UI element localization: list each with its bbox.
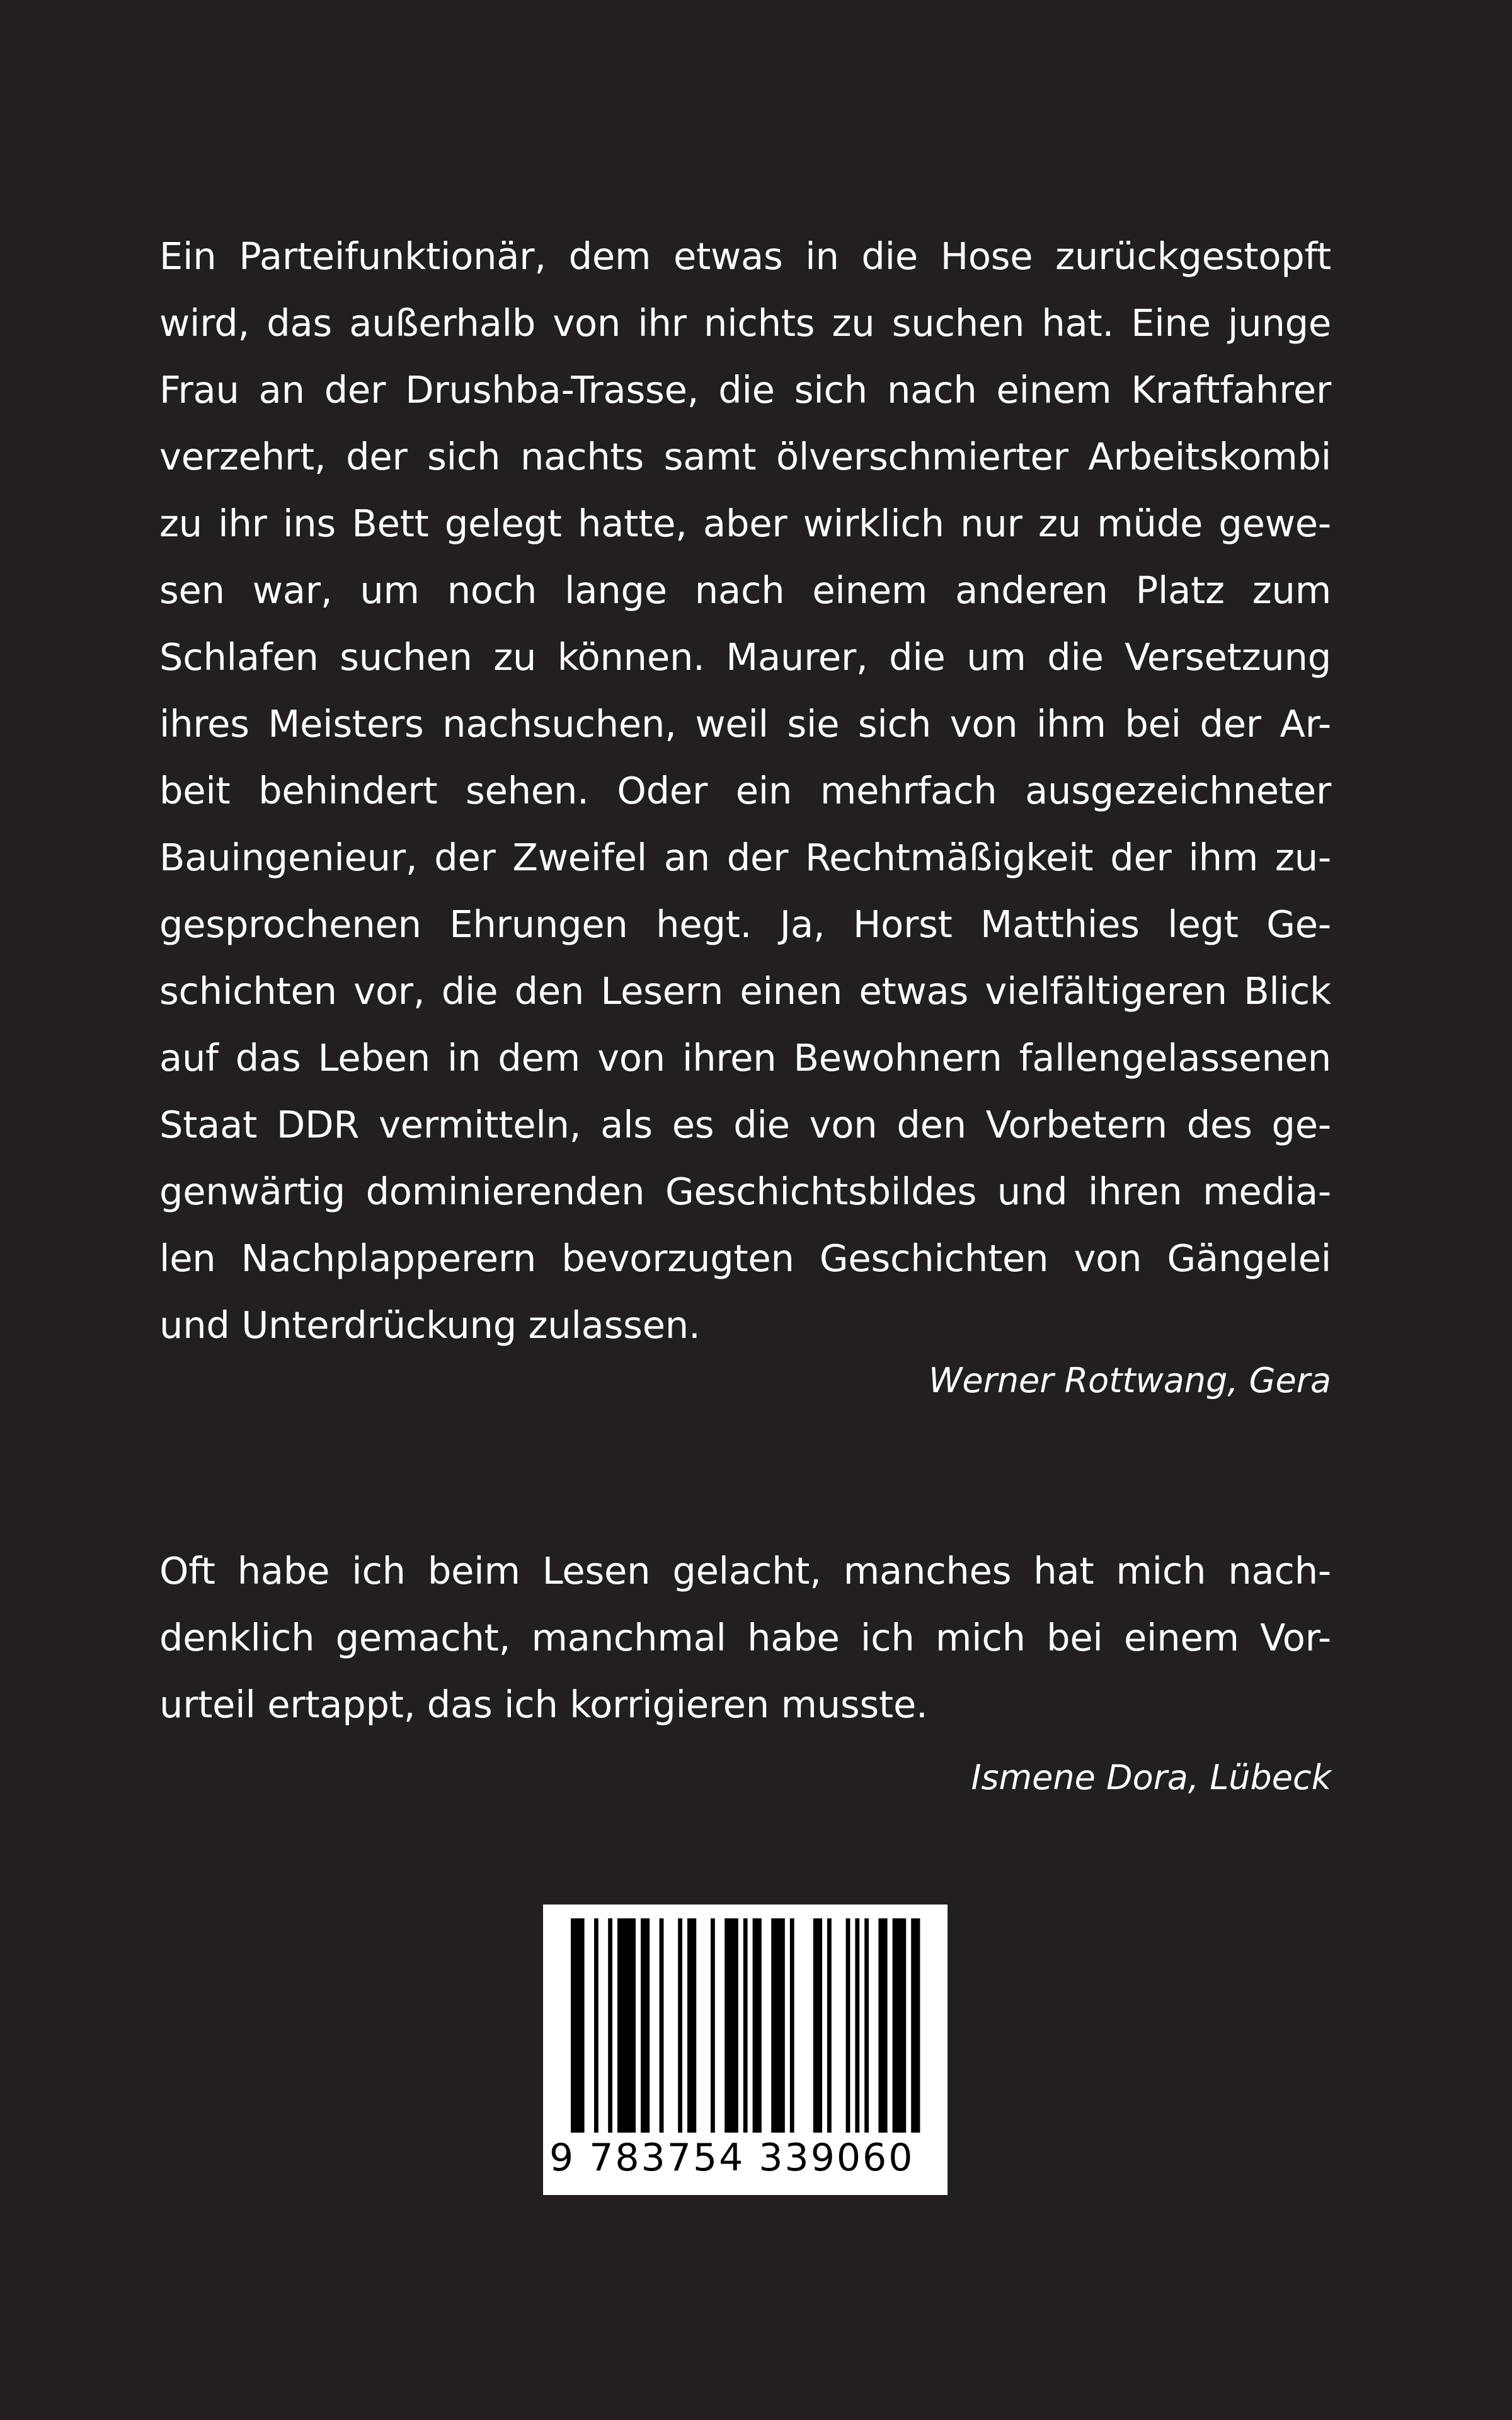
blurb-line: Staat DDR vermitteln, als es die von den Vorbetern des ge- <box>159 1103 1331 1146</box>
isbn-barcode <box>543 1904 948 2195</box>
barcode-bar <box>641 1918 650 2133</box>
barcode-bar <box>893 1918 907 2133</box>
blurb-line: Bauingenieur, der Zweifel an der Rechtmäßigkeit der ihm zu- <box>159 836 1331 879</box>
barcode-bar <box>743 1918 748 2133</box>
blurb-line: ihres Meisters nachsuchen, weil sie sich von ihm bei der Ar- <box>159 702 1331 746</box>
blurb-line: Ein Parteifunktionär, dem etwas in die Hose zurückgestopft <box>159 234 1331 278</box>
barcode-bar <box>594 1918 598 2133</box>
barcode-bar <box>617 1918 636 2133</box>
blurb-line: Oft habe ich beim Lesen gelacht, manches hat mich nach- <box>159 1549 1331 1593</box>
blurb-line: sen war, um noch lange nach einem anderen Platz zum <box>159 568 1331 612</box>
blurb-line: verzehrt, der sich nachts samt ölverschmierter Arbeitskombi <box>159 435 1331 478</box>
barcode-bar <box>608 1918 612 2133</box>
barcode-bar <box>846 1918 850 2133</box>
barcode-bar <box>911 1918 920 2133</box>
blurb-line: gesprochenen Ehrungen hegt. Ja, Horst Matthies legt Ge- <box>159 902 1331 946</box>
blurb-line: urteil ertappt, das ich korrigieren musste. <box>159 1683 928 1726</box>
blurb-line: len Nachplapperern bevorzugten Geschichten von Gängelei <box>159 1236 1331 1280</box>
barcode-bar <box>711 1918 715 2133</box>
blurb-line: Schlafen suchen zu können. Maurer, die um die Versetzung <box>159 635 1331 679</box>
barcode-bar <box>687 1918 696 2133</box>
blurb-line: zu ihr ins Bett gelegt hatte, aber wirklich nur zu müde gewe- <box>159 502 1331 545</box>
isbn-number: 9 783754 339060 <box>549 2136 915 2180</box>
barcode-bar <box>660 1918 664 2133</box>
blurb-line: Frau an der Drushba-Trasse, die sich nach einem Kraftfahrer <box>159 368 1331 412</box>
blurb-line: wird, das außerhalb von ihr nichts zu suchen hat. Eine junge <box>159 301 1331 345</box>
blurb-line: auf das Leben in dem von ihren Bewohnern fallengelassenen <box>159 1036 1331 1080</box>
blurb-text-2 <box>159 1538 1331 1738</box>
blurb-text-1 <box>159 223 1331 1359</box>
blurb-author-1: Werner Rottwang, Gera <box>929 1361 1331 1400</box>
barcode-bar <box>864 1918 869 2133</box>
barcode-bar <box>571 1918 585 2133</box>
barcode-bar <box>827 1918 832 2133</box>
blurb-author-2: Ismene Dora, Lübeck <box>971 1758 1331 1797</box>
barcode-bar <box>813 1918 822 2133</box>
barcode-bar <box>753 1918 762 2133</box>
blurb-line: genwärtig dominierenden Geschichtsbildes und ihren media- <box>159 1170 1331 1213</box>
blurb-line: beit behindert sehen. Oder ein mehrfach ausgezeichneter <box>159 769 1331 812</box>
barcode-bar <box>771 1918 785 2133</box>
blurb-line: und Unterdrückung zulassen. <box>159 1303 701 1347</box>
barcode-bar <box>878 1918 887 2133</box>
barcode-bar <box>855 1918 859 2133</box>
barcode-bar <box>790 1918 794 2133</box>
barcode-bar <box>724 1918 738 2133</box>
blurb-line: denklich gemacht, manchmal habe ich mich bei einem Vor- <box>159 1616 1331 1659</box>
barcode-bar <box>678 1918 682 2133</box>
blurb-line: schichten vor, die den Lesern einen etwas vielfältigeren Blick <box>159 969 1331 1013</box>
